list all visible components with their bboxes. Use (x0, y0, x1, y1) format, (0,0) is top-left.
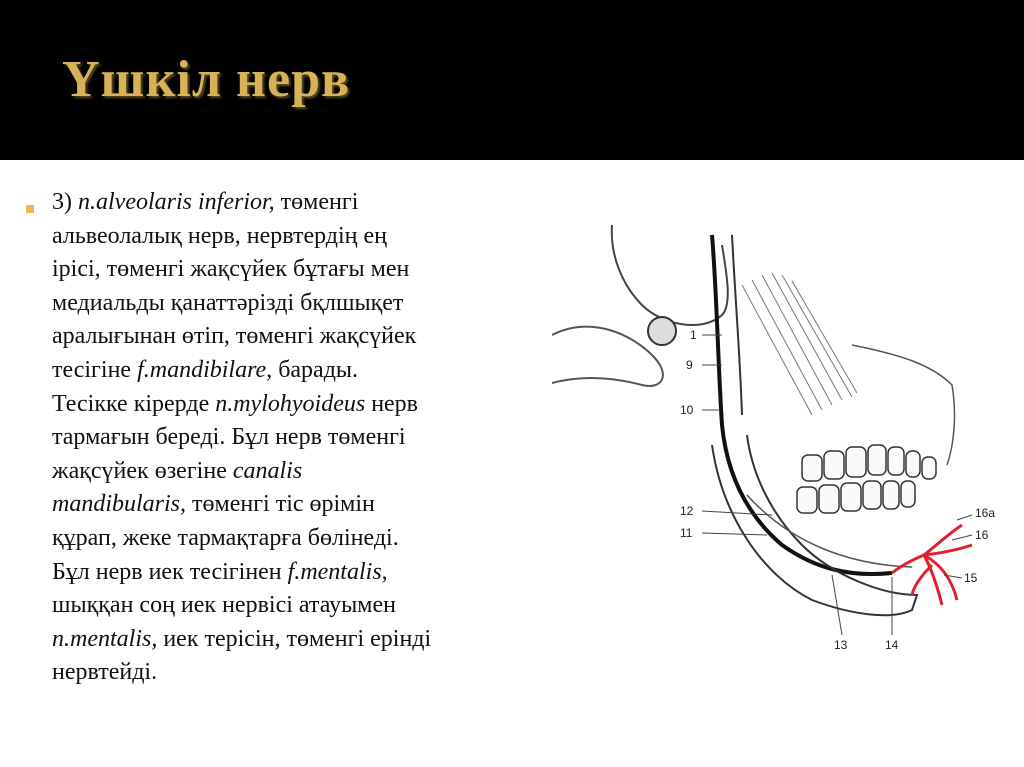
mandible-nerve-illustration (552, 215, 1022, 660)
figure-label: 16 (975, 528, 989, 542)
latin-term: mandibularis, (52, 491, 187, 518)
figure-label: 13 (834, 638, 848, 652)
figure-label: 11 (680, 526, 693, 540)
figure-label: 16а (975, 506, 996, 520)
title-bar (0, 0, 1024, 158)
latin-term: f.mentalis, (287, 558, 388, 585)
text-span: альвеолалық нерв, нервтердің ең (52, 222, 388, 249)
text-span: медиальды қанаттәрізді бқлшықет (52, 289, 404, 316)
inferior-alveolar-nerve (712, 235, 892, 574)
lingual-nerve (732, 235, 742, 415)
temporal-bone-outline (612, 225, 728, 325)
latin-term: f.mandibilare, (137, 356, 273, 383)
text-span: жақсүйек өзегіне (52, 457, 233, 484)
figure-label: 14 (885, 638, 899, 652)
lower-teeth (797, 481, 915, 513)
text-span: тесігіне (52, 356, 138, 383)
figure-label: 15 (964, 571, 978, 585)
text-span: иек терісін, төменгі ерінді (157, 625, 432, 652)
slide-body (0, 160, 1024, 767)
pterygoid-muscle (742, 273, 857, 415)
text-span: нерв (365, 390, 419, 417)
figure-label: 12 (680, 504, 694, 518)
latin-term: n.mylohyoideus (215, 390, 366, 417)
text-span: тармағын береді. Бұл нерв төменгі (52, 424, 406, 451)
text-span: ірісі, төменгі жақсүйек бұтағы мен (52, 256, 410, 283)
text-span: Тесікке кірерде (52, 390, 216, 417)
maxilla-outline (852, 345, 954, 465)
text-span: шыққан соң иек нервісі атауымен (52, 592, 396, 619)
text-span: барады. (272, 356, 359, 383)
text-span: Бұл нерв иек тесігінен (52, 558, 288, 585)
text-span: төменгі (274, 189, 359, 215)
text-span: төменгі тіс өрімін (186, 491, 375, 518)
figure-label: 1 (690, 328, 697, 342)
latin-term: n.mentalis, (52, 625, 158, 652)
upper-teeth (802, 445, 936, 481)
bullet-marker-icon (26, 205, 34, 213)
text-span: құрап, жеке тармақтарға бөлінеді. (52, 524, 399, 551)
figure-label: 10 (680, 403, 694, 417)
zygomatic-arch (552, 327, 663, 386)
condyle (648, 317, 676, 345)
mental-nerve-branches (892, 525, 972, 605)
slide-title: Үшкіл нерв (62, 51, 351, 108)
label-lines (702, 335, 972, 635)
figure-label: 9 (686, 358, 693, 372)
bullet-text (52, 186, 562, 690)
latin-term: canalis (232, 457, 303, 484)
text-span: аралығынан өтіп, төменгі жақсүйек (52, 323, 417, 350)
text-span: 3) (52, 189, 78, 215)
latin-term: n.alveolaris inferior, (78, 189, 275, 215)
text-span: нервтейді. (52, 659, 158, 686)
